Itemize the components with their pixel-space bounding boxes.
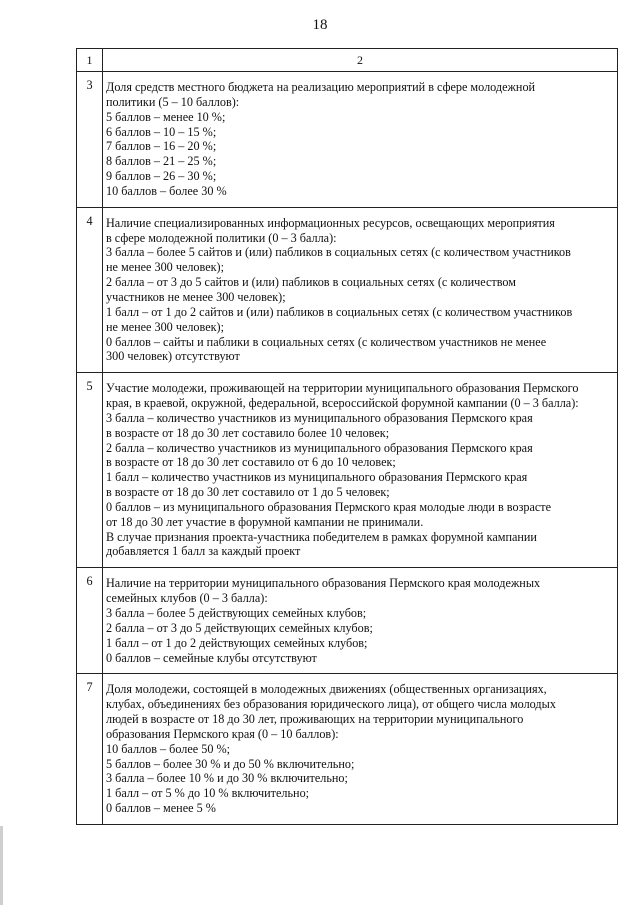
criteria-text-line: политики (5 – 10 баллов): xyxy=(106,94,240,109)
criteria-text-line: 10 баллов – более 50 %; xyxy=(106,741,231,756)
criteria-text-line: 0 баллов – семейные клубы отсутствуют xyxy=(106,650,317,665)
cell-bottom-spacing xyxy=(106,559,613,567)
criteria-text-line: 1 балл – от 1 до 2 сайтов и (или) пабликов в социальных сетях (с количеством участников xyxy=(106,304,573,319)
criteria-text-line: 1 балл – от 5 % до 10 % включительно; xyxy=(106,786,310,801)
row-content-cell xyxy=(103,207,618,372)
row-number-cell: 4 xyxy=(77,207,103,372)
page-number: 18 xyxy=(312,17,328,33)
criteria-text-line: Наличие специализированных информационных ресурсов, освещающих мероприятия xyxy=(106,215,555,230)
criteria-text-line: в сфере молодежной политики (0 – 3 балла): xyxy=(106,230,337,245)
criteria-text-line: 6 баллов – 10 – 15 %; xyxy=(106,124,217,139)
criteria-text-line: 0 баллов – менее 5 % xyxy=(106,801,216,816)
criteria-text-line: 3 балла – более 5 действующих семейных клубов; xyxy=(106,606,367,620)
criteria-text-line: 9 баллов – 26 – 30 %; xyxy=(106,169,217,184)
criteria-text-line: 300 человек) отсутствуют xyxy=(106,349,240,364)
table-body xyxy=(77,49,618,825)
header-cell-number: 1 xyxy=(77,49,103,72)
criteria-text-line: добавляется 1 балл за каждый проект xyxy=(106,544,301,559)
table-row xyxy=(77,674,618,825)
criteria-text-line: края, в краевой, окружной, федеральной, всероссийской форумной кампании (0 – 3 балла): xyxy=(106,396,579,411)
criteria-text-line: в возрасте от 18 до 30 лет составило от 1 до 5 человек; xyxy=(106,485,390,500)
criteria-text-line: Доля молодежи, состоящей в молодежных движениях (общественных организациях, xyxy=(106,682,547,697)
criteria-text-line: 8 баллов – 21 – 25 %; xyxy=(106,154,217,169)
table-row xyxy=(77,568,618,674)
cell-bottom-spacing xyxy=(106,364,613,372)
criteria-text-line: не менее 300 человек); xyxy=(106,319,224,334)
criteria-text-line: 1 балл – от 1 до 2 действующих семейных клубов; xyxy=(106,635,368,650)
row-number-cell: 6 xyxy=(77,568,103,674)
criteria-text-line: людей в возрасте от 18 до 30 лет, проживающих на территории муниципального xyxy=(106,712,524,727)
row-content-cell xyxy=(103,568,618,674)
criteria-text-line: в возрасте от 18 до 30 лет составило от 6 до 10 человек; xyxy=(106,455,396,470)
criteria-text-line: 3 балла – более 10 % и до 30 % включительно; xyxy=(106,771,348,786)
scan-edge-mark xyxy=(0,826,3,905)
table-header-row xyxy=(77,49,618,72)
criteria-text-line: В случае признания проекта-участника победителем в рамках форумной кампании xyxy=(106,529,537,544)
criteria-table xyxy=(76,48,618,825)
row-content-cell xyxy=(103,373,618,568)
cell-bottom-spacing xyxy=(106,199,613,207)
row-number-cell: 3 xyxy=(77,72,103,208)
criteria-text-line: 5 баллов – менее 10 %; xyxy=(106,109,226,124)
row-content-cell xyxy=(103,674,618,825)
header-cell-content: 2 xyxy=(103,49,618,72)
criteria-text-line: семейных клубов (0 – 3 балла): xyxy=(106,591,268,606)
criteria-text-line: 0 баллов – сайты и паблики в социальных сетях (с количеством участников не менее xyxy=(106,334,547,349)
criteria-text-line: 2 балла – от 3 до 5 действующих семейных клубов; xyxy=(106,620,373,635)
criteria-text-line: образования Пермского края (0 – 10 баллов): xyxy=(106,726,339,741)
criteria-text-line: 3 балла – более 5 сайтов и (или) пабликов в социальных сетях (с количеством участников xyxy=(106,245,571,260)
cell-bottom-spacing xyxy=(106,816,613,824)
table-row xyxy=(77,373,618,568)
criteria-text-line: 2 балла – от 3 до 5 сайтов и (или) пабликов в социальных сетях (с количеством xyxy=(106,275,516,290)
row-number-cell: 7 xyxy=(77,674,103,825)
criteria-text-line: 7 баллов – 16 – 20 %; xyxy=(106,139,217,154)
criteria-text-line: 5 баллов – более 30 % и до 50 % включительно; xyxy=(106,756,355,771)
criteria-text-line: 1 балл – количество участников из муниципального образования Пермского края xyxy=(106,470,528,485)
criteria-text-line: клубах, объединениях без образования юридического лица), от общего числа молодых xyxy=(106,697,556,712)
criteria-text-line: 2 балла – количество участников из муниципального образования Пермского края xyxy=(106,440,533,455)
row-content-cell xyxy=(103,72,618,208)
criteria-text-line: 10 баллов – более 30 % xyxy=(106,183,227,198)
cell-bottom-spacing xyxy=(106,665,613,673)
criteria-text-line: 3 балла – количество участников из муниципального образования Пермского края xyxy=(106,410,533,425)
criteria-text-line: Участие молодежи, проживающей на территории муниципального образования Пермского xyxy=(106,381,579,396)
row-number-cell: 5 xyxy=(77,373,103,568)
criteria-text-line: Наличие на территории муниципального образования Пермского края молодежных xyxy=(106,576,541,591)
criteria-text-line: участников не менее 300 человек); xyxy=(106,289,286,304)
criteria-text-line: Доля средств местного бюджета на реализацию мероприятий в сфере молодежной xyxy=(106,80,536,94)
criteria-text-line: не менее 300 человек); xyxy=(106,260,224,275)
criteria-text-line: в возрасте от 18 до 30 лет составило более 10 человек; xyxy=(106,425,390,440)
table-row xyxy=(77,72,618,208)
criteria-text-line: от 18 до 30 лет участие в форумной кампании не принимали. xyxy=(106,514,424,529)
table-row xyxy=(77,207,618,372)
criteria-text-line: 0 баллов – из муниципального образования Пермского края молодые люди в возрасте xyxy=(106,499,552,514)
